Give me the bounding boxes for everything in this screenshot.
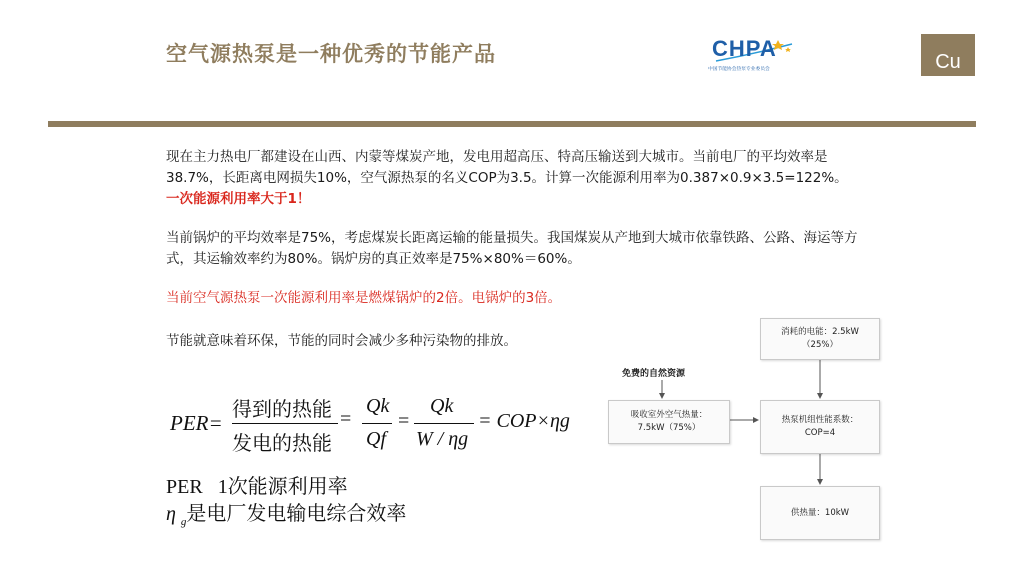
eta-subscript: g (180, 516, 187, 528)
air-heat-box (608, 400, 730, 444)
fraction-bar-1 (232, 423, 338, 424)
formula-numerator-1: 得到的热能 (232, 399, 332, 421)
paragraph-power-plant (166, 147, 856, 210)
cop-box-line1: 热泵机组性能系数： (781, 415, 859, 425)
paragraph-power-plant-text: 现在主力热电厂都建设在山西、内蒙等煤炭产地，发电用超高压、特高压输送到大城市。当前电厂的平均效率是38.7%，长距离电网损失10%，空气源热泵的名义COP为3.5。计算一次能源利用率为0.387×0.9×3.5=122%。 (166, 149, 848, 186)
page-title: 空气源热泵是一种优秀的节能产品 (166, 42, 496, 66)
formula-rhs: = COP×ηg (478, 410, 570, 432)
eta-symbol: η (166, 503, 176, 525)
formula-numerator-3: Qk (430, 395, 454, 417)
free-resource-label: 免费的自然资源 (622, 369, 686, 379)
paragraph-boiler: 当前锅炉的平均效率是75%，考虑煤炭长距离运输的能量损失。我国煤炭从产地到大城市依靠铁路、公路、海运等方式，其运输效率约为80%。锅炉房的真正效率是75%×80%＝60%。 (166, 230, 858, 267)
logo-subtitle: 中国节能协会热泵专业委员会 (708, 65, 770, 72)
heat-pump-cop-box (760, 400, 880, 454)
paragraph-power-plant-emphasis: 一次能源利用率大于1！ (166, 191, 311, 207)
formula-equals-1: = (340, 408, 352, 430)
cop-box-line2: COP=4 (804, 428, 836, 438)
formula-denominator-1: 发电的热能 (232, 433, 332, 455)
supply-box-text: 供热量：10kW (790, 507, 850, 518)
formula-lhs: PER= (170, 411, 223, 435)
formula-denominator-2: Qf (366, 428, 386, 450)
per-text: 1次能源利用率 (217, 476, 348, 498)
chpa-logo (708, 34, 798, 80)
air-box-line1: 吸收室外空气热量： (630, 410, 708, 420)
power-consumption-box (760, 318, 880, 360)
per-label: PER (166, 476, 203, 498)
logo-text: CHPA (712, 36, 777, 61)
formula-numerator-2: Qk (366, 395, 390, 417)
fraction-bar-2 (362, 423, 392, 424)
per-definition (166, 470, 348, 499)
eta-definition (166, 497, 406, 528)
heat-pump-energy-diagram (600, 312, 890, 552)
heat-supply-box (760, 486, 880, 540)
header-divider (48, 121, 976, 127)
formula-equals-2: = (398, 410, 410, 432)
eta-text: 是电厂发电输电综合效率 (186, 503, 407, 525)
power-box-line2: （25%） (802, 340, 838, 350)
corner-badge (921, 34, 975, 76)
corner-badge-label: Cu (935, 51, 961, 73)
paragraph-environment: 节能就意味着环保，节能的同时会减少多种污染物的排放。 (166, 333, 517, 349)
per-formula (170, 393, 590, 463)
formula-denominator-3: W / ηg (416, 428, 469, 450)
air-box-line2: 7.5kW（75%） (637, 423, 701, 433)
fraction-bar-3 (414, 423, 474, 424)
paragraph-comparison: 当前空气源热泵一次能源利用率是燃煤锅炉的2倍。电锅炉的3倍。 (166, 290, 562, 306)
power-box-line1: 消耗的电能：2.5kW (781, 327, 859, 337)
